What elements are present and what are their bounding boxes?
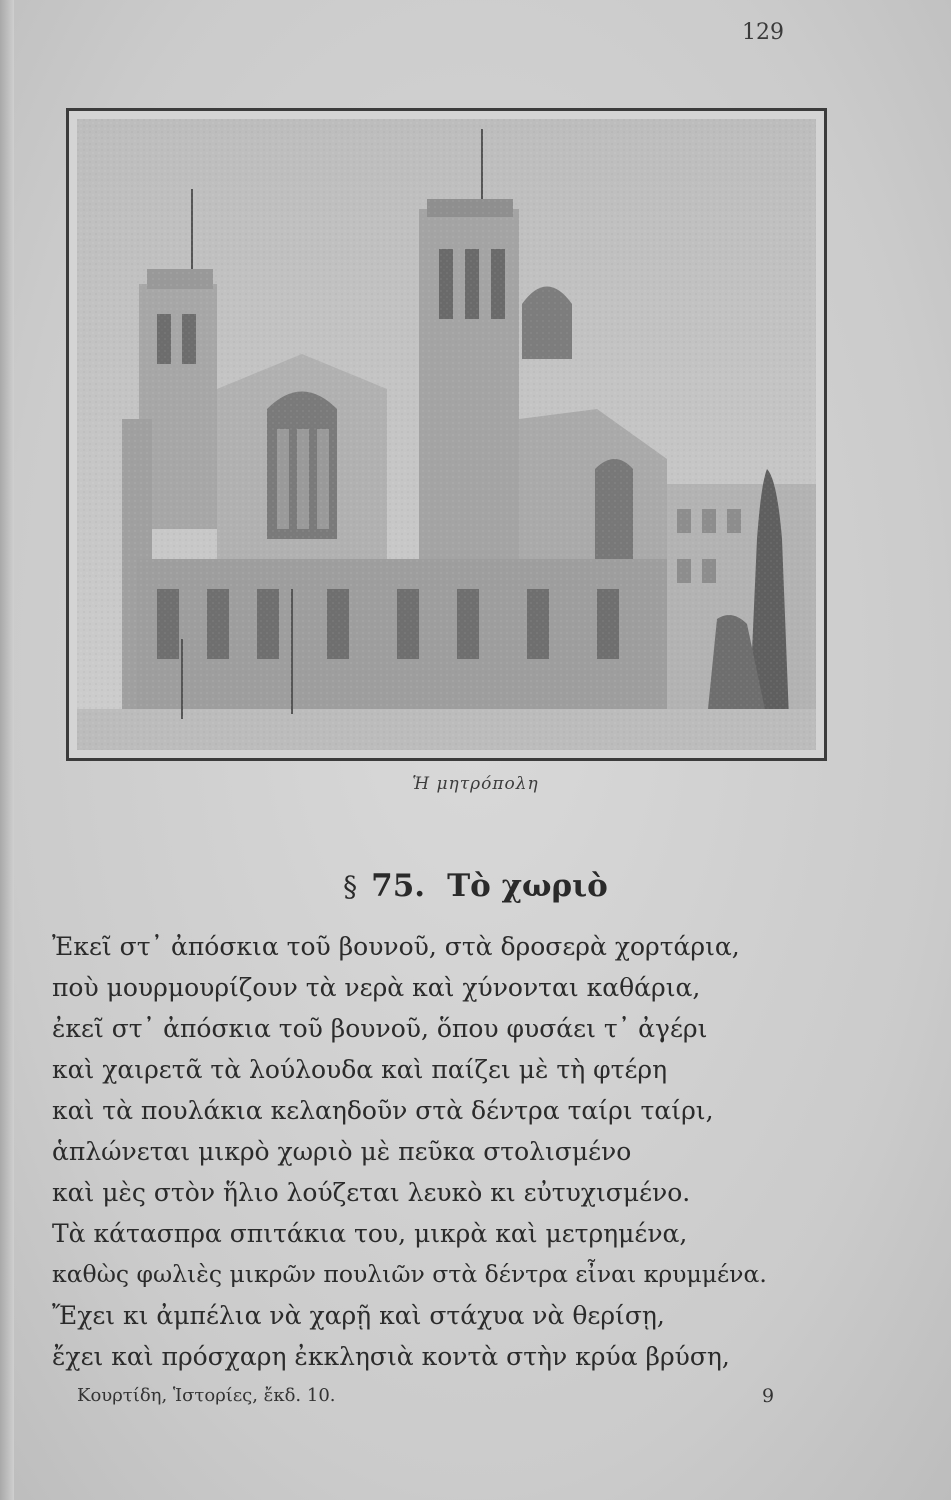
poem-line: Ἔχει κι ἀμπέλια νὰ χαρῇ καὶ στάχυα νὰ θερίσῃ, [52, 1301, 665, 1330]
cathedral-photograph [66, 108, 827, 761]
footer-source: Κουρτίδη, Ἱστορίες, ἔκδ. 10. [77, 1385, 336, 1406]
figure-caption: Ἡ μητρόπολη [412, 774, 539, 794]
poem-line: καὶ μὲς στὸν ἥλιο λούζεται λευκὸ κι εὐτυχισμένο. [52, 1178, 691, 1207]
page-number: 129 [742, 20, 784, 45]
poem-line: καὶ χαιρετᾶ τὰ λούλουδα καὶ παίζει μὲ τὴ φτέρη [52, 1055, 668, 1084]
poem-line: Ἐκεῖ στ᾽ ἀπόσκια τοῦ βουνοῦ, στὰ δροσερὰ χορτάρια, [52, 932, 740, 961]
section-title: Τὸ χωριὸ [447, 868, 608, 904]
poem-line: ἁπλώνεται μικρὸ χωριὸ μὲ πεῦκα στολισμένο [52, 1137, 632, 1166]
signature-mark: 9 [762, 1385, 775, 1407]
poem-line: ἔχει καὶ πρόσχαρη ἐκκλησιὰ κοντὰ στὴν κρύα βρύση, [52, 1342, 730, 1371]
poem-line: Τὰ κάτασπρα σπιτάκια του, μικρὰ καὶ μετρημένα, [52, 1219, 688, 1248]
poem-line: ποὺ μουρμουρίζουν τὰ νερὰ καὶ χύνονται καθάρια, [52, 973, 701, 1002]
poem-line: ἐκεῖ στ᾽ ἀπόσκια τοῦ βουνοῦ, ὅπου φυσάει τ᾽ ἀγέρι [52, 1014, 708, 1043]
section-heading [0, 868, 951, 904]
poem-line: καὶ τὰ πουλάκια κελαηδοῦν στὰ δέντρα ταίρι ταίρι, [52, 1096, 714, 1125]
page-edge-shadow [0, 0, 14, 1500]
poem-line: καθὼς φωλιὲς μικρῶν πουλιῶν στὰ δέντρα εἶναι κρυμμένα. [52, 1260, 767, 1288]
section-symbol: § [343, 870, 358, 903]
section-number: 75. [371, 868, 426, 904]
cathedral-illustration [77, 119, 816, 750]
